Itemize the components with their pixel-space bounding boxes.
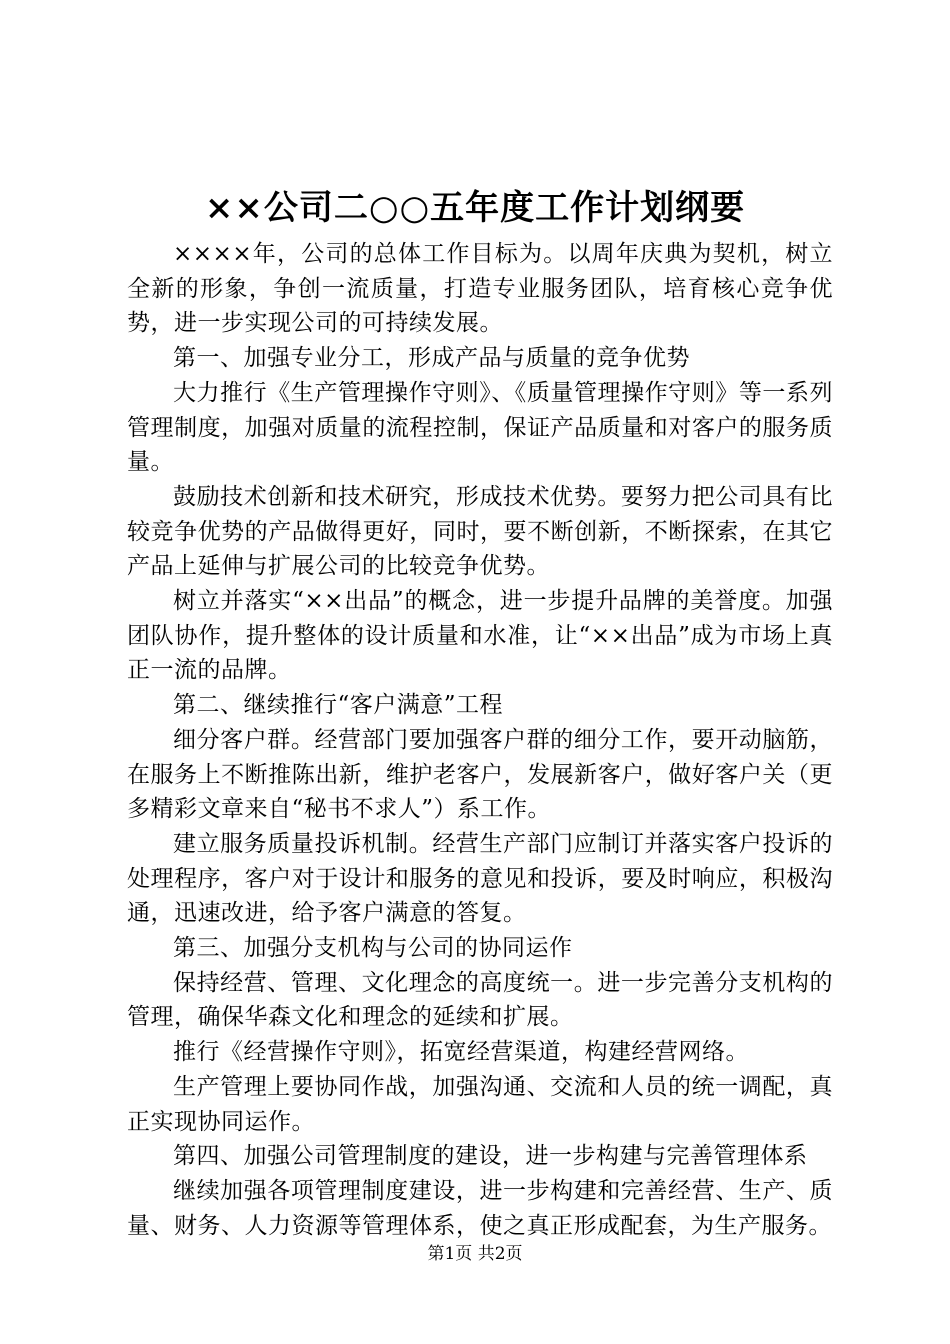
paragraph-intro: ××××年，公司的总体工作目标为。以周年庆典为契机，树立全新的形象，争创一流质量，打造专业服务团队，培育核心竞争优势，进一步实现公司的可持续发展。 [127,241,833,337]
section-heading-2: 第二、继续推行“客户满意”工程 [173,692,504,719]
section-heading-1: 第一、加强专业分工，形成产品与质量的竞争优势 [173,345,690,372]
paragraph: 细分客户群。经营部门要加强客户群的细分工作，要开动脑筋，在服务上不断推陈出新，维护老客户，发展新客户，做好客户关（更多精彩文章来自“秘书不求人”）系工作。 [127,726,833,823]
paragraph: 生产管理上要协同作战，加强沟通、交流和人员的统一调配，真正实现协同运作。 [127,1073,833,1135]
paragraph: 大力推行《生产管理操作守则》、《质量管理操作守则》等一系列管理制度，加强对质量的流程控制，保证产品质量和对客户的服务质量。 [127,379,833,476]
document-body [127,237,833,1243]
section-heading-3: 第三、加强分支机构与公司的协同运作 [173,935,573,962]
page-number-footer: 第1页 共2页 [427,1244,523,1264]
paragraph: 保持经营、管理、文化理念的高度统一。进一步完善分支机构的管理，确保华森文化和理念的延续和扩展。 [127,969,833,1031]
paragraph: 继续加强各项管理制度建设，进一步构建和完善经营、生产、质量、财务、人力资源等管理体系，使之真正形成配套，为生产服务。 [127,1177,833,1239]
paragraph: 推行《经营操作守则》，拓宽经营渠道，构建经营网络。 [173,1039,749,1066]
paragraph: 树立并落实“××出品”的概念，进一步提升品牌的美誉度。加强团队协作，提升整体的设计质量和水准，让“××出品”成为市场上真正一流的品牌。 [127,588,833,684]
section-heading-4: 第四、加强公司管理制度的建设，进一步构建与完善管理体系 [173,1143,808,1170]
paragraph: 建立服务质量投诉机制。经营生产部门应制订并落实客户投诉的处理程序，客户对于设计和服务的意见和投诉，要及时响应，积极沟通，迅速改进，给予客户满意的答复。 [127,830,833,927]
paragraph: 鼓励技术创新和技术研究，形成技术优势。要努力把公司具有比较竞争优势的产品做得更好，同时，要不断创新，不断探索，在其它产品上延伸与扩展公司的比较竞争优势。 [127,483,833,580]
document-title: ××公司二○○五年度工作计划纲要 [204,188,746,228]
